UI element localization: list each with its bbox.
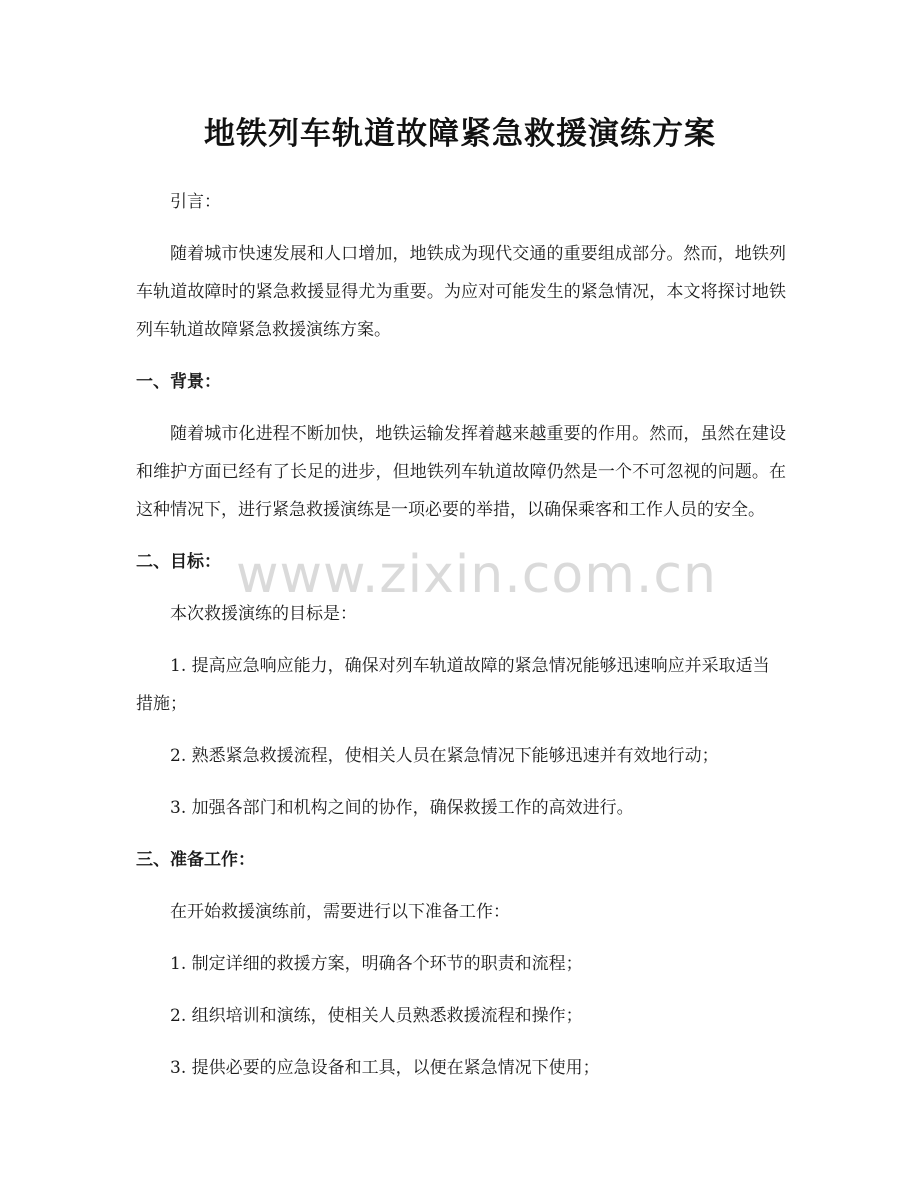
section-heading-preparation: 三、准备工作： [136, 850, 255, 870]
preparation-item-3: 3. 提供必要的应急设备和工具，以便在紧急情况下使用； [170, 1058, 600, 1078]
preparation-intro: 在开始救援演练前，需要进行以下准备工作： [170, 902, 510, 922]
intro-paragraph: 随着城市快速发展和人口增加，地铁成为现代交通的重要组成部分。然而，地铁列车轨道故障时的紧急救援显得尤为重要。为应对可能发生的紧急情况，本文将探讨地铁列车轨道故障紧急救援演练方案。 [136, 244, 786, 340]
document-body [136, 183, 786, 1101]
section-heading-goals: 二、目标： [136, 552, 221, 572]
goals-intro: 本次救援演练的目标是： [170, 604, 357, 624]
goals-item-1: 1. 提高应急响应能力，确保对列车轨道故障的紧急情况能够迅速响应并采取适当措施； [136, 656, 770, 714]
document-title: 地铁列车轨道故障紧急救援演练方案 [204, 116, 716, 152]
watermark: www.zixin.com.cn [236, 545, 717, 605]
background-paragraph: 随着城市化进程不断加快，地铁运输发挥着越来越重要的作用。然而，虽然在建设和维护方面已经有了长足的进步，但地铁列车轨道故障仍然是一个不可忽视的问题。在这种情况下，进行紧急救援演练是一项必要的举措，以确保乘客和工作人员的安全。 [136, 424, 786, 520]
goals-item-3: 3. 加强各部门和机构之间的协作，确保救援工作的高效进行。 [170, 798, 634, 818]
preparation-item-1: 1. 制定详细的救援方案，明确各个环节的职责和流程； [170, 954, 583, 974]
intro-label: 引言： [170, 192, 221, 212]
preparation-item-2: 2. 组织培训和演练，使相关人员熟悉救援流程和操作； [170, 1006, 583, 1026]
section-heading-background: 一、背景： [136, 372, 221, 392]
goals-item-2: 2. 熟悉紧急救援流程，使相关人员在紧急情况下能够迅速并有效地行动； [170, 746, 719, 766]
